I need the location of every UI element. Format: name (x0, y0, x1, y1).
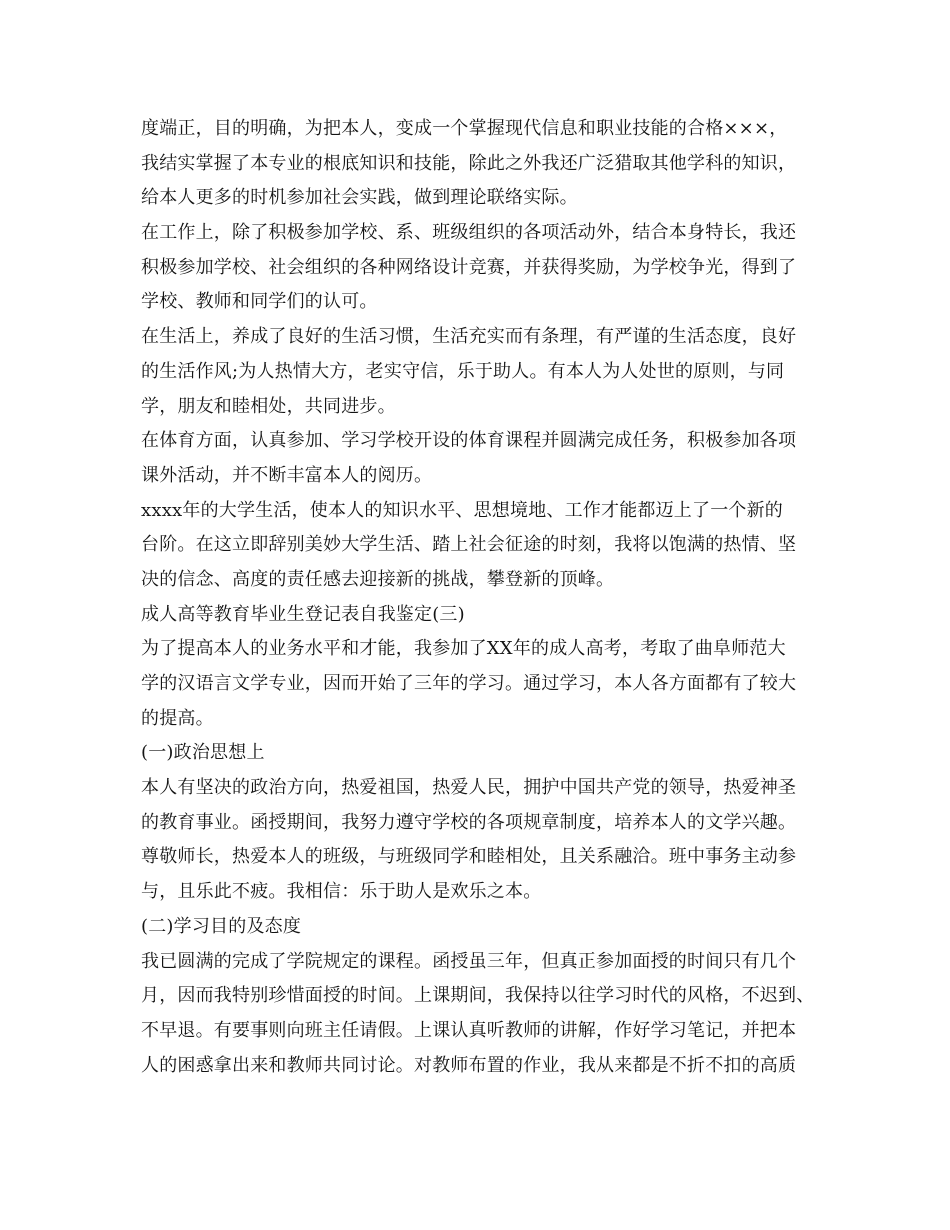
text-line: 在体育方面，认真参加、学习学校开设的体育课程并圆满完成任务，积极参加各项 (141, 430, 797, 452)
text-line: 度端正，目的明确，为把本人，变成一个掌握现代信息和职业技能的合格×××， (141, 118, 788, 139)
text-line: 决的信念、高度的责任感去迎接新的挑战，攀登新的顶峰。 (141, 568, 615, 590)
text-line: 的生活作风;为人热情大方，老实守信，乐于助人。有本人为人处世的原则，与同 (141, 360, 785, 382)
subsection-heading: (二)学习目的及态度 (141, 915, 302, 937)
text-line: 台阶。在这立即辞别美妙大学生活、踏上社会征途的时刻，我将以饱满的热情、坚 (141, 534, 797, 556)
text-line: 月，因而我特别珍惜面授的时间。上课期间，我保持以往学习时代的风格，不迟到、 (141, 985, 815, 1007)
text-line: 的教育事业。函授期间，我努力遵守学校的各项规章制度，培养本人的文学兴趣。 (141, 811, 797, 833)
text-line: 在生活上，养成了良好的生活习惯，生活充实而有条理，有严谨的生活态度，良好 (141, 326, 797, 348)
text-line: xxxx年的大学生活，使本人的知识水平、思想境地、工作才能都迈上了一个新的 (141, 499, 784, 521)
text-line: 尊敬师长，热爱本人的班级，与班级同学和睦相处，且关系融洽。班中事务主动参 (141, 846, 797, 868)
text-line: 我已圆满的完成了学院规定的课程。函授虽三年，但真正参加面授的时间只有几个 (141, 950, 797, 972)
text-line: 我结实掌握了本专业的根底知识和技能，除此之外我还广泛猎取其他学科的知识， (141, 152, 797, 174)
text-line: 学的汉语言文学专业，因而开始了三年的学习。通过学习，本人各方面都有了较大 (141, 673, 797, 694)
text-line: 给本人更多的时机参加社会实践，做到理论联络实际。 (141, 187, 578, 209)
text-line: 学，朋友和睦相处，共同进步。 (141, 395, 396, 417)
text-line: 人的困惑拿出来和教师共同讨论。对教师布置的作业，我从来都是不折不扣的高质 (141, 1054, 797, 1076)
document-body (141, 112, 831, 1083)
text-line: 课外活动，并不断丰富本人的阅历。 (141, 464, 433, 486)
text-line: 积极参加学校、社会组织的各种网络设计竞赛，并获得奖励，为学校争光，得到了 (141, 256, 797, 278)
text-line: 与，且乐此不疲。我相信：乐于助人是欢乐之本。 (141, 881, 542, 903)
text-line: 在工作上，除了积极参加学校、系、班级组织的各项活动外，结合本身特长，我还 (141, 222, 797, 244)
text-line: 本人有坚决的政治方向，热爱祖国，热爱人民，拥护中国共产党的领导，热爱神圣 (141, 777, 797, 799)
section-heading: 成人高等教育毕业生登记表自我鉴定(三) (141, 603, 465, 625)
text-line: 为了提高本人的业务水平和才能，我参加了XX年的成人高考，考取了曲阜师范大 (141, 638, 786, 660)
subsection-heading: (一)政治思想上 (141, 742, 265, 764)
text-line: 的提高。 (141, 707, 214, 729)
text-line: 不早退。有要事则向班主任请假。上课认真听教师的讲解，作好学习笔记，并把本 (141, 1019, 797, 1041)
text-line: 学校、教师和同学们的认可。 (141, 291, 378, 313)
